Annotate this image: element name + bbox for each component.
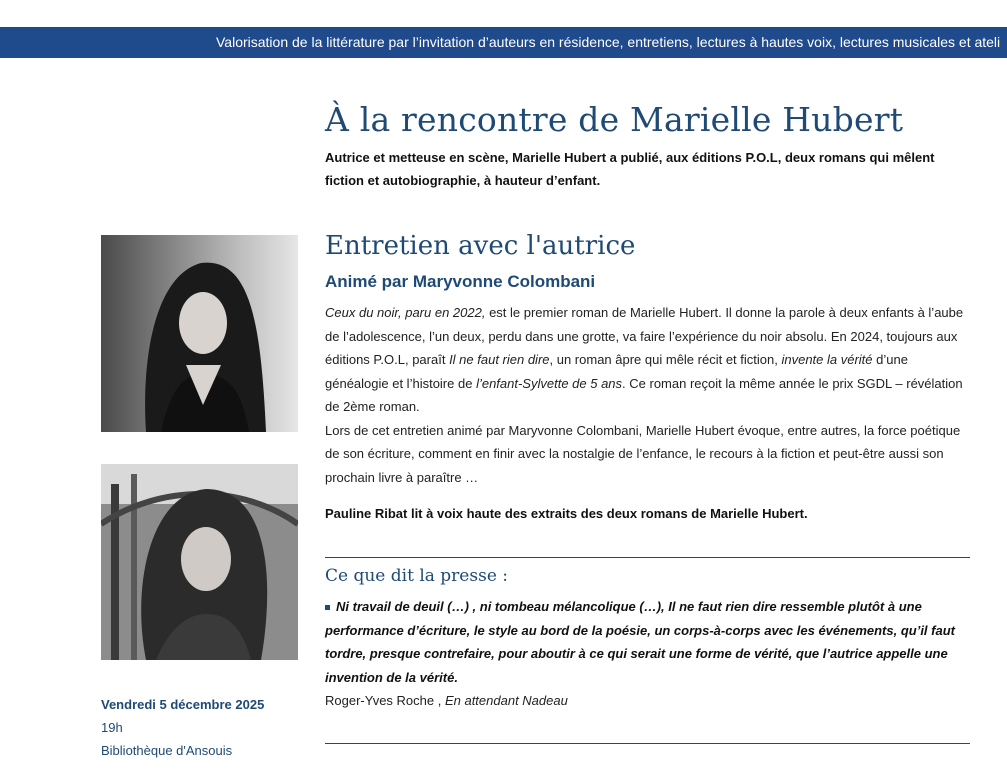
press-publication: En attendant Nadeau xyxy=(444,693,568,708)
reading-note: Pauline Ribat lit à voix haute des extraits des deux romans de Marielle Hubert. xyxy=(325,506,808,521)
press-quote xyxy=(325,595,970,689)
press-quote-text: Ni travail de deuil (…) , ni tombeau mélancolique (…), Il ne faut rien dire ressemble plutôt à une performance d’écriture, le style au bord de la poésie, un corps-à-corps avec les événements, qu’il faut tordre, presque contrefaire, pour aboutir à ce qui serait une forme de vérité, que l’autrice appelle une invention de la vérité. xyxy=(325,599,955,685)
interview-paragraph-2: Lors de cet entretien animé par Maryvonne Colombani, Marielle Hubert évoque, entre autres, la force poétique de son écriture, comment en finir avec la nostalgie de l’enfance, le recours à la fiction et peut-être aussi son prochain livre à paraître … xyxy=(325,422,961,485)
press-author: Roger-Yves Roche , xyxy=(325,693,445,708)
author-photo xyxy=(101,235,298,432)
intro-text: Autrice et metteuse en scène, Marielle Hubert a publié, aux éditions P.O.L, deux romans qui mêlent fiction et autobiographie, à hauteur d’enfant. xyxy=(325,150,935,188)
text-span: est le premier roman de Marielle Hubert. Il donne la parole à deux enfants à l’aube de l’adolescence, l’un deux, perdu dans une grotte, va faire l’expérience du noir absolu. En 2024, toujours aux éditions P.O.L, paraît xyxy=(325,305,964,367)
press-title: Ce que dit la presse : xyxy=(325,566,509,586)
page-title: À la rencontre de Marielle Hubert xyxy=(325,100,904,139)
banner-text: Valorisation de la littérature par l’invitation d’auteurs en résidence, entretiens, lectures à hautes voix, lectures musicales et ateli xyxy=(216,34,1001,50)
event-info xyxy=(101,693,264,762)
italic-span: invente la vérité xyxy=(781,352,873,367)
event-place: Bibliothèque d'Ansouis xyxy=(101,743,233,758)
event-time: 19h xyxy=(101,720,123,735)
text-span: d’une généalogie et l’histoire de xyxy=(325,352,908,391)
divider xyxy=(325,743,970,744)
text-span: . Ce roman reçoit la même année le prix SGDL – révélation de 2ème roman. xyxy=(325,375,963,414)
interview-paragraph-1 xyxy=(325,301,970,419)
bullet-icon xyxy=(325,605,330,610)
book-title-1: Ceux du noir, paru en 2022, xyxy=(325,305,486,320)
interview-title: Entretien avec l'autrice xyxy=(325,231,636,261)
text-span: , un roman âpre qui mêle récit et fiction, xyxy=(549,352,782,367)
interview-subtitle: Animé par Maryvonne Colombani xyxy=(325,272,596,291)
interview-description xyxy=(325,301,970,489)
event-date: Vendredi 5 décembre 2025 xyxy=(101,697,265,712)
reader-photo xyxy=(101,464,298,660)
top-banner xyxy=(0,27,1007,58)
divider xyxy=(325,557,970,558)
press-source xyxy=(325,689,568,712)
book-title-2: Il ne faut rien dire xyxy=(449,352,550,367)
italic-span: l’enfant-Sylvette de 5 ans xyxy=(476,375,623,391)
